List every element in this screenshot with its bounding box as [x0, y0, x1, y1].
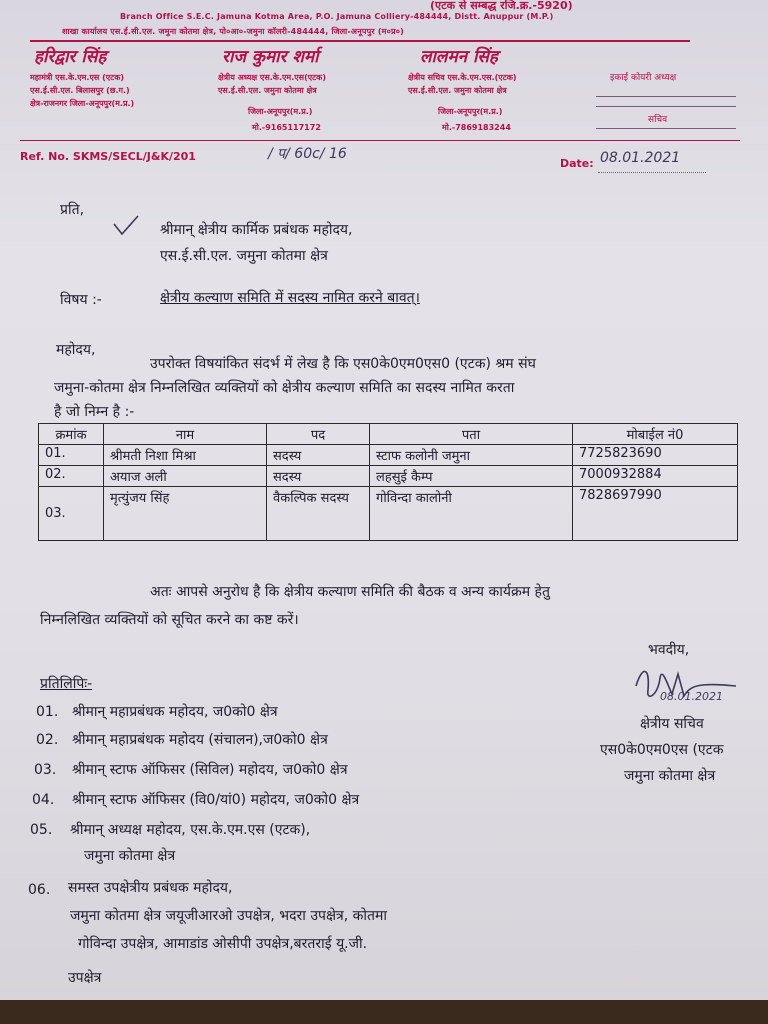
- table-header-row: [39, 424, 738, 445]
- officer-2-line-1: क्षेत्रीय अध्यक्ष एस.के.एम.एस(एटक): [218, 73, 326, 82]
- cell-post: सदस्य: [267, 445, 370, 466]
- subject-label: विषय :-: [60, 292, 102, 308]
- copy-item-cont: जमुना कोतमा क्षेत्र जयूजीआरओ उपक्षेत्र, भदरा उपक्षेत्र, कोतमा: [70, 908, 387, 924]
- ref-handwritten: / प/ 60c/ 16: [268, 146, 347, 162]
- cell-name: श्रीमती निशा मिश्रा: [104, 445, 267, 466]
- copy-item: समस्त उपक्षेत्रीय प्रबंधक महोदय,: [68, 880, 233, 896]
- officer-2-name: राज कुमार शर्मा: [222, 47, 319, 67]
- cell-post: वैकल्पिक सदस्य: [267, 487, 370, 541]
- letterhead-branch-line: Branch Office S.E.C. Jamuna Kotma Area, P.O. Jamuna Colliery-484444, Distt. Anuppur (M.P.): [120, 12, 554, 21]
- cell-mobile: 7828697990: [573, 487, 738, 541]
- col-header-mobile: मोबाईल नं0: [573, 424, 738, 445]
- copy-number: 03.: [34, 762, 57, 778]
- signature-icon: [628, 656, 748, 716]
- copy-number: 06.: [28, 882, 51, 898]
- ref-number: Ref. No. SKMS/SECL/J&K/201: [20, 150, 196, 163]
- prati-label: प्रति,: [60, 202, 85, 218]
- cell-sn: 03.: [39, 487, 104, 541]
- copy-number: 02.: [36, 732, 59, 748]
- copy-number: 04.: [32, 792, 55, 808]
- unit-rule-3: [596, 128, 736, 129]
- date-label: Date:: [560, 157, 594, 170]
- para1-line-3: है जो निम्न है :-: [54, 404, 135, 420]
- copy-item: श्रीमान् महाप्रबंधक महोदय, ज0को0 क्षेत्र: [72, 704, 278, 720]
- letterhead-bottom-rule: [20, 140, 740, 141]
- para1-line-2: जमुना-कोतमा क्षेत्र निम्नलिखित व्यक्तियों को क्षेत्रीय कल्याण समिति का सदस्य नामित करता: [54, 380, 515, 396]
- officer-1-line-3: क्षेत्र-राजनगर जिला-अनूपपुर(म.प्र.): [30, 99, 135, 108]
- letterhead-affiliation: (एटक से सम्बद्ध रजि.क्र.-5920): [430, 0, 573, 12]
- subject-text: क्षेत्रीय कल्याण समिति में सदस्य नामित करने बावत्।: [160, 290, 420, 306]
- officer-2-phone: मो.-9165117172: [252, 123, 321, 132]
- cell-address: गोविन्दा कालोनी: [370, 487, 573, 541]
- col-header-address: पता: [370, 424, 573, 445]
- copy-number: 05.: [30, 822, 53, 838]
- letterhead-divider: [30, 40, 690, 42]
- copies-heading: प्रतिलिपिः-: [40, 676, 93, 692]
- col-header-name: नाम: [104, 424, 267, 445]
- para1-line-1: उपरोक्त विषयांकित संदर्भ में लेख है कि एस0के0एम0एस0 (एटक) श्रम संघ: [150, 356, 536, 372]
- table-row: [39, 445, 738, 466]
- date-dotted-line: [598, 172, 706, 174]
- cell-mobile: 7000932884: [573, 466, 738, 487]
- officer-1-name: हरिद्वार सिंह: [34, 47, 107, 67]
- copy-item-cont: उपक्षेत्र: [68, 970, 102, 986]
- officer-3-line-2: एस.ई.सी.एल. जमुना कोतमा क्षेत्र: [408, 86, 507, 95]
- table-row: [39, 466, 738, 487]
- cell-address: लहसुई कैम्प: [370, 466, 573, 487]
- copy-item: श्रीमान् स्टाफ ऑफिसर (सिविल) महोदय, ज0को0 क्षेत्र: [72, 762, 348, 778]
- officer-3-line-3: जिला-अनूपपुर(म.प्र.): [438, 107, 503, 116]
- cell-sn: 02.: [39, 466, 104, 487]
- officer-2-line-3: जिला-अनूपपुर(म.प्र.): [248, 107, 313, 116]
- date-handwritten: 08.01.2021: [600, 150, 681, 166]
- unit-president-label: इकाई कोयरी अध्यक्ष: [610, 73, 677, 83]
- table-row: [39, 487, 738, 541]
- cell-name: मृत्युंजय सिंह: [104, 487, 267, 541]
- officer-1-line-1: महामंत्री एस.के.एम.एस (एटक): [30, 73, 124, 82]
- members-table: [38, 423, 738, 541]
- addressee-line-1: श्रीमान् क्षेत्रीय कार्मिक प्रबंधक महोदय,: [160, 222, 353, 238]
- col-header-post: पद: [267, 424, 370, 445]
- copy-number: 01.: [36, 704, 59, 720]
- officer-3-name: लालमन सिंह: [420, 47, 498, 67]
- officer-1-line-2: एस.ई.सी.एल. बिलासपुर (छ.ग.): [30, 86, 130, 95]
- signature-date: 08.01.2021: [660, 690, 723, 703]
- area-name: जमुना कोतमा क्षेत्र: [624, 768, 716, 784]
- salutation: महोदय,: [56, 342, 96, 358]
- copy-item: श्रीमान् अध्यक्ष महोदय, एस.के.एम.एस (एटक),: [70, 822, 311, 838]
- para2-line-1: अतः आपसे अनुरोध है कि क्षेत्रीय कल्याण समिति की बैठक व अन्य कार्यक्रम हेतु: [150, 584, 550, 600]
- cell-mobile: 7725823690: [573, 445, 738, 466]
- col-header-sn: क्रमांक: [39, 424, 104, 445]
- cell-post: सदस्य: [267, 466, 370, 487]
- yours-faithfully: भवदीय,: [648, 642, 690, 658]
- copy-item: श्रीमान् स्टाफ ऑफिसर (वि0/यां0) महोदय, ज0को0 क्षेत्र: [72, 792, 360, 808]
- copy-item-cont: गोविन्दा उपक्षेत्र, आमाडांड ओसीपी उपक्षेत्र,बरतराई यू.जी.: [78, 936, 368, 952]
- organisation: एस0के0एम0एस (एटक: [600, 742, 724, 758]
- cell-address: स्टाफ कलोनी जमुना: [370, 445, 573, 466]
- letterhead-office-line: शाखा कार्यालय एस.ई.सी.एल. जमुना कोतमा क्षेत्र, पो०आ०-जमुना कॉलरी-484444, जिला-अनूपपुर (म०प्र०): [62, 27, 404, 36]
- letterhead-top: [0, 0, 768, 40]
- cell-name: अयाज अली: [104, 466, 267, 487]
- check-mark-icon: [112, 214, 140, 236]
- copy-item-cont: जमुना कोतमा क्षेत्र: [84, 848, 176, 864]
- secretary-label: सचिव: [648, 115, 668, 125]
- officer-3-line-1: क्षेत्रीय सचिव एस.के.एम.एस.(एटक): [408, 73, 517, 82]
- officer-2-line-2: एस.ई.सी.एल. जमुना कोतमा क्षेत्र: [218, 86, 317, 95]
- para2-line-2: निम्नलिखित व्यक्तियों को सूचित करने का कष्ट करें।: [40, 612, 299, 628]
- unit-rule-2: [596, 106, 736, 107]
- unit-rule-1: [596, 96, 736, 97]
- addressee-line-2: एस.ई.सी.एल. जमुना कोतमा क्षेत्र: [160, 248, 328, 264]
- officer-3-phone: मो.-7869183244: [442, 123, 511, 132]
- cell-sn: 01.: [39, 445, 104, 466]
- copy-item: श्रीमान् महाप्रबंधक महोदय (संचालन),ज0को0 क्षेत्र: [72, 732, 328, 748]
- designation: क्षेत्रीय सचिव: [640, 716, 704, 732]
